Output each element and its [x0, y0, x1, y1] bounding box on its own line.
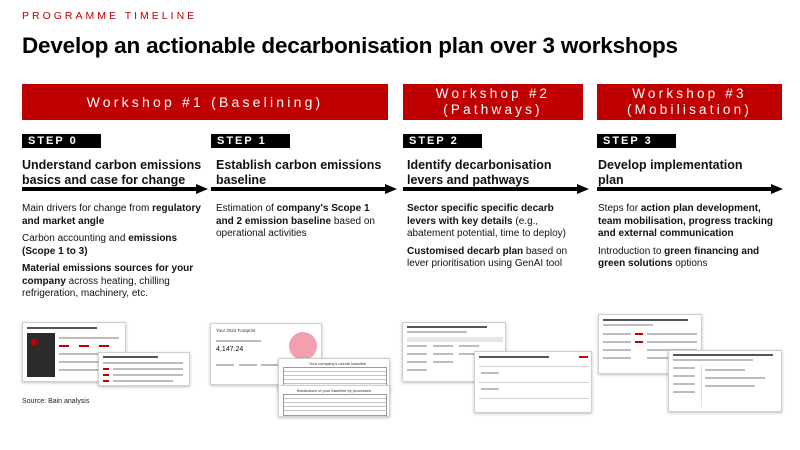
step-0-description: [22, 203, 202, 306]
description-emphasis: Sector specific specific decarb levers with key details: [407, 203, 554, 227]
step-1-label: STEP 1: [211, 134, 290, 148]
step-3-heading: Develop implementation plan: [598, 158, 743, 187]
eyebrow-label: PROGRAMME TIMELINE: [22, 10, 198, 22]
description-text: across heating, chilling refrigeration, machinery, etc.: [22, 275, 170, 299]
description-emphasis: action plan development, team mobilisation, progress tracking and external communication: [598, 203, 774, 239]
step-1-heading: Establish carbon emissions baseline: [216, 158, 382, 187]
step-1-description: [216, 203, 388, 246]
description-emphasis: green financing and green solutions: [598, 245, 760, 269]
description-text: Main drivers for change from: [22, 203, 153, 214]
description-text: Estimation of: [216, 203, 277, 214]
step-2-label: STEP 2: [403, 134, 482, 148]
step-1-footprint-thumbnail: Your 2022 Footprint 4,147.24: [210, 323, 322, 385]
step-1-breakdown-table-thumbnail: Breakdown of your baseline by processes: [278, 385, 390, 417]
description-emphasis: Customised decarb plan: [407, 245, 524, 257]
description-emphasis: company's Scope 1 and 2 emission baseline: [216, 203, 370, 227]
step-1-baseline-table-thumbnail: Your company's overall baseline: [278, 358, 390, 392]
step-0-label: STEP 0: [22, 134, 101, 148]
description-paragraph: [22, 233, 202, 258]
description-text: Steps for: [598, 203, 641, 214]
description-paragraph: [407, 203, 585, 241]
description-text: based on operational activities: [216, 215, 375, 239]
step-3-mobilisation-thumbnail: [668, 350, 782, 412]
step-3-arrow: [597, 186, 783, 192]
step-0-slide-thumbnail-front: [98, 352, 190, 386]
step-0-arrow: [22, 186, 208, 192]
description-text: Carbon accounting and: [22, 233, 129, 244]
step-0-heading: Understand carbon emissions basics and case for change: [22, 158, 202, 187]
step-2-heading: Identify decarbonisation levers and pathways: [407, 158, 552, 187]
description-text: (e.g., abatement potential, time to deploy): [407, 215, 566, 239]
description-paragraph: [22, 263, 202, 301]
description-emphasis: emissions (Scope 1 to 3): [22, 233, 178, 257]
description-text: options: [672, 258, 708, 269]
workshop-1-banner: Workshop #1 (Baselining): [22, 84, 388, 120]
description-paragraph: [22, 203, 202, 228]
step-2-arrow: [403, 186, 589, 192]
description-paragraph: [407, 246, 585, 271]
description-paragraph: [598, 246, 778, 271]
description-emphasis: Material emissions sources for your company: [22, 263, 194, 287]
page-title: Develop an actionable decarbonisation plan over 3 workshops: [22, 33, 678, 58]
step-3-description: [598, 203, 778, 276]
step-2-plan-thumbnail: [474, 351, 592, 413]
description-emphasis: regulatory and market angle: [22, 203, 201, 227]
description-text: Introduction to: [598, 245, 665, 257]
step-1-arrow: [211, 186, 397, 192]
description-text: based on lever prioritisation using GenAI tool: [407, 245, 568, 269]
workshop-3-banner: Workshop #3 (Mobilisation): [597, 84, 782, 120]
source-note: Source: Bain analysis: [22, 398, 90, 405]
description-paragraph: [598, 203, 778, 241]
description-paragraph: [216, 203, 388, 241]
step-3-label: STEP 3: [597, 134, 676, 148]
workshop-2-banner: Workshop #2 (Pathways): [403, 84, 583, 120]
step-2-description: [407, 203, 585, 276]
